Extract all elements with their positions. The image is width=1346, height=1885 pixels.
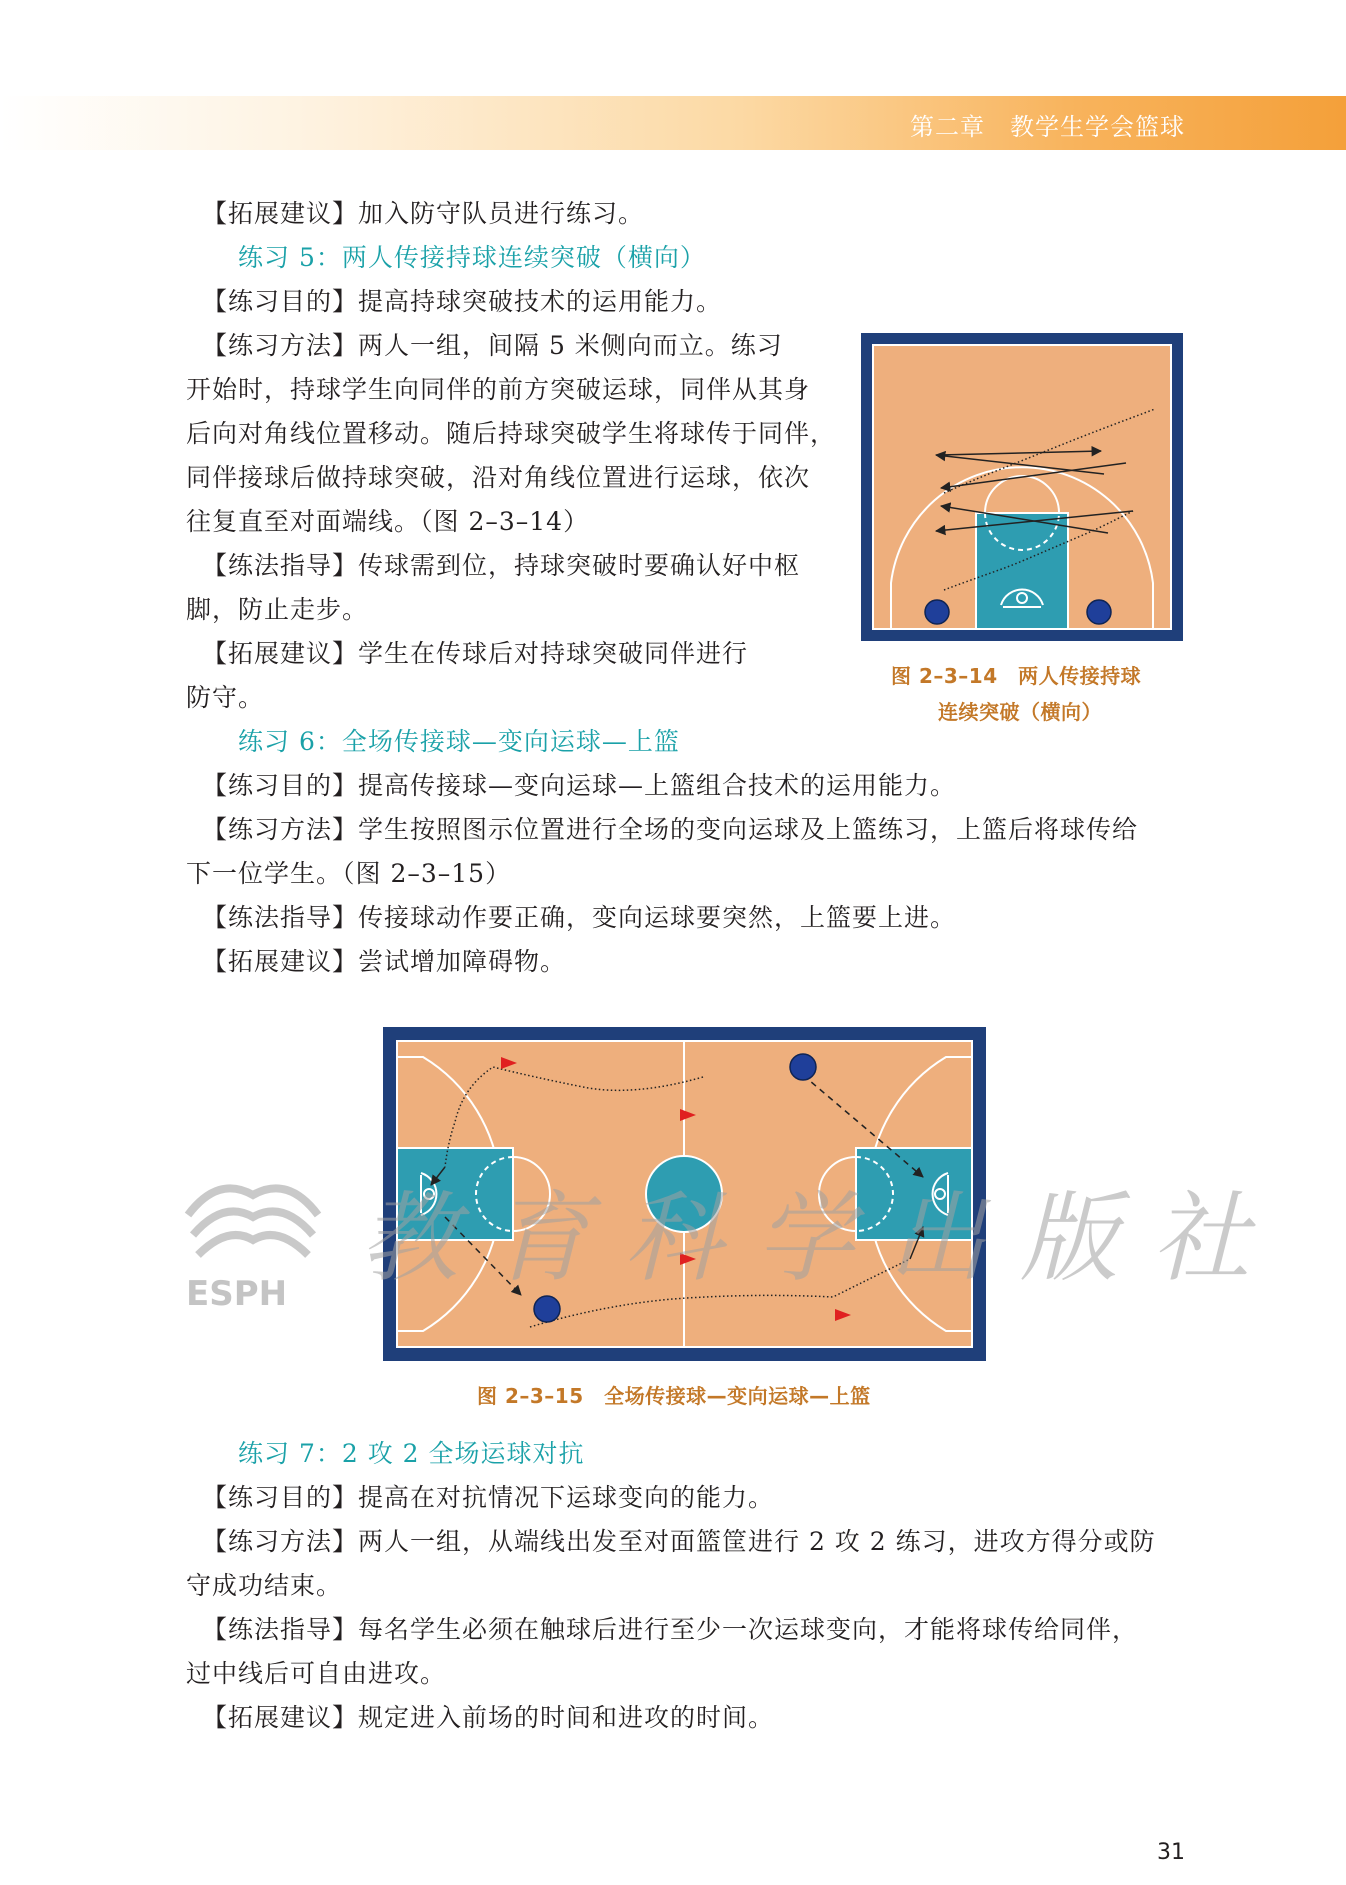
exercise-7-heading: 练习 7：2 攻 2 全场运球对抗 [238, 1439, 585, 1468]
exercise-7-purpose: 【练习目的】提高在对抗情况下运球变向的能力。 [202, 1483, 775, 1512]
exercise-5-extension-line: 防守。 [186, 683, 265, 712]
svg-text:ESPH: ESPH [186, 1274, 288, 1314]
exercise-7-guidance-line: 【练法指导】每名学生必须在触球后进行至少一次运球变向，才能将球传给同伴， [202, 1615, 1139, 1644]
publisher-watermark-text: 教育科学出版社 [360, 1182, 1285, 1296]
exercise-5-extension-line: 【拓展建议】学生在传球后对持球突破同伴进行 [202, 639, 749, 668]
exercise-7-guidance-line: 过中线后可自由进攻。 [186, 1659, 447, 1688]
exercise-6-guidance: 【练法指导】传接球动作要正确，变向运球要突然，上篮要上进。 [202, 903, 957, 932]
exercise-5-method-line: 往复直至对面端线。（图 2–3–14） [186, 507, 590, 536]
exercise-5-method-line: 后向对角线位置移动。随后持球突破学生将球传于同伴， [186, 419, 837, 448]
esph-logo-watermark [178, 1155, 328, 1315]
exercise-6-purpose: 【练习目的】提高传接球—变向运球—上篮组合技术的运用能力。 [202, 771, 957, 800]
extension-suggestion-4: 【拓展建议】加入防守队员进行练习。 [202, 199, 645, 228]
figure-2-3-14-caption-line1: 图 2–3–14 两人传接持球 [891, 664, 1142, 688]
figure-2-3-14-half-court-diagram [861, 333, 1183, 641]
player-marker-left [925, 600, 949, 624]
exercise-7-extension: 【拓展建议】规定进入前场的时间和进攻的时间。 [202, 1703, 775, 1732]
exercise-6-heading: 练习 6：全场传接球—变向运球—上篮 [238, 727, 680, 756]
page-number: 31 [1157, 1840, 1185, 1865]
exercise-7-method-line: 【练习方法】两人一组，从端线出发至对面篮筐进行 2 攻 2 练习，进攻方得分或防 [202, 1527, 1156, 1556]
exercise-5-guidance-line: 【练法指导】传球需到位，持球突破时要确认好中枢 [202, 551, 801, 580]
player-marker-right [1087, 600, 1111, 624]
exercise-5-method-line: 开始时，持球学生向同伴的前方突破运球，同伴从其身 [186, 375, 811, 404]
exercise-5-method-line: 同伴接球后做持球突破，沿对角线位置进行运球，依次 [186, 463, 811, 492]
figure-2-3-15-caption: 图 2–3–15 全场传接球—变向运球—上篮 [477, 1384, 871, 1408]
exercise-6-extension: 【拓展建议】尝试增加障碍物。 [202, 947, 567, 976]
chapter-title: 第二章 教学生学会篮球 [910, 113, 1185, 141]
figure-2-3-14-caption-line2: 连续突破（横向） [938, 700, 1102, 724]
exercise-6-method-line: 【练习方法】学生按照图示位置进行全场的变向运球及上篮练习，上篮后将球传给 [202, 815, 1139, 844]
exercise-5-guidance-line: 脚，防止走步。 [186, 595, 369, 624]
exercise-5-heading: 练习 5：两人传接持球连续突破（横向） [238, 243, 706, 272]
exercise-6-method-line: 下一位学生。（图 2–3–15） [186, 859, 512, 888]
player-marker-top [790, 1054, 816, 1080]
exercise-5-method-line: 【练习方法】两人一组，间隔 5 米侧向而立。练习 [202, 331, 783, 360]
exercise-5-purpose: 【练习目的】提高持球突破技术的运用能力。 [202, 287, 723, 316]
exercise-7-method-line: 守成功结束。 [186, 1571, 343, 1600]
